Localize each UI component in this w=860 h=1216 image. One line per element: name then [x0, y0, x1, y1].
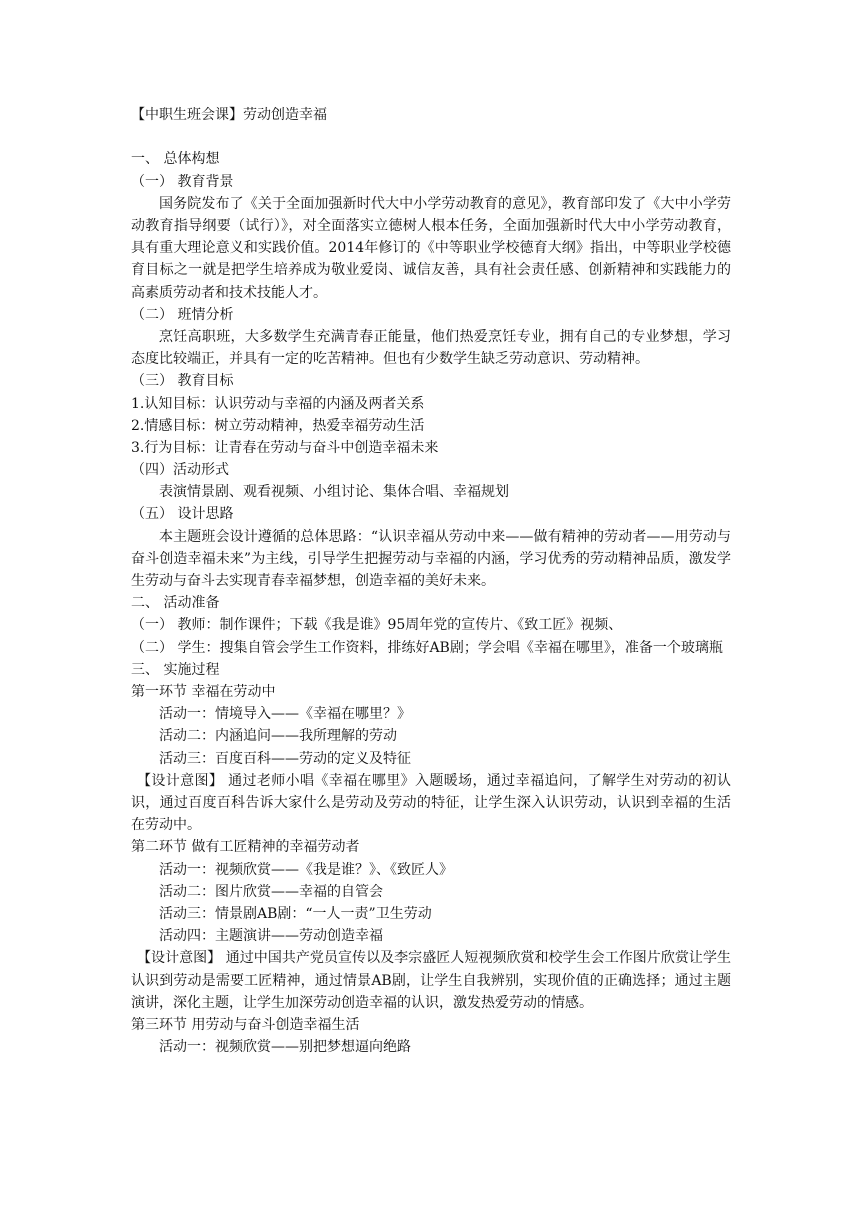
activity-item: 活动一：视频欣赏——别把梦想逼向绝路 — [159, 1039, 411, 1056]
document-title: 【中职生班会课】劳动创造幸福 — [131, 107, 327, 123]
activity-item: 活动一：情境导入——《幸福在哪里？》 — [159, 706, 411, 723]
subsection-heading: （三） 教育目标 — [131, 373, 234, 390]
document-body — [131, 104, 731, 1058]
design-intent: 【设计意图】 通过中国共产党员宣传以及李宗盛匠人短视频欣赏和校学生会工作图片欣赏让学生认识到劳动是需要工匠精神，通过情景AB剧，让学生自我辨别，实现价值的正确选择；通过主题演讲，深化主题，让学生加深劳动创造幸福的认识，激发热爱劳动的情感。 — [131, 950, 731, 1011]
goal-item: 3.行为目标：让青春在劳动与奋斗中创造幸福未来 — [131, 439, 439, 456]
activity-item: 活动三：百度百科——劳动的定义及特征 — [159, 750, 411, 767]
subsection-heading: （五） 设计思路 — [131, 506, 234, 523]
stage-heading: 第二环节 做有工匠精神的幸福劳动者 — [131, 839, 360, 856]
stage-heading: 第三环节 用劳动与奋斗创造幸福生活 — [131, 1016, 360, 1033]
subsection-heading: （四）活动形式 — [131, 462, 229, 479]
activity-item: 活动四：主题演讲——劳动创造幸福 — [159, 928, 383, 945]
goal-item: 1.认知目标：认识劳动与幸福的内涵及两者关系 — [131, 395, 425, 412]
paragraph: 烹饪高职班，大多数学生充满青春正能量，他们热爱烹饪专业，拥有自己的专业梦想，学习态度比较端正，并具有一定的吃苦精神。但也有少数学生缺乏劳动意识、劳动精神。 — [131, 328, 731, 368]
prep-item: （二） 学生：搜集自管会学生工作资料，排练好AB剧；学会唱《幸福在哪里》，准备一个玻璃瓶 — [131, 639, 723, 656]
section-heading: 一、 总体构想 — [131, 151, 220, 168]
subsection-heading: （一） 教育背景 — [131, 173, 234, 190]
paragraph: 表演情景剧、观看视频、小组讨论、集体合唱、幸福规划 — [159, 484, 509, 501]
section-heading: 三、 实施过程 — [131, 661, 220, 678]
goal-item: 2.情感目标：树立劳动精神，热爱幸福劳动生活 — [131, 417, 425, 434]
paragraph: 国务院发布了《关于全面加强新时代大中小学劳动教育的意见》，教育部印发了《大中小学劳动教育指导纲要（试行）》，对全面落实立德树人根本任务，全面加强新时代大中小学劳动教育，具有重大理论意义和实践价值。2014年修订的《中等职业学校德育大纲》指出，中等职业学校德育目标之一就是把学生培养成为敬业爱岗、诚信友善，具有社会责任感、创新精神和实践能力的高素质劳动者和技术技能人才。 — [131, 195, 731, 301]
design-intent: 【设计意图】 通过老师小唱《幸福在哪里》入题暖场，通过幸福追问，了解学生对劳动的初认识，通过百度百科告诉大家什么是劳动及劳动的特征，让学生深入认识劳动，认识到幸福的生活在劳动中。 — [131, 772, 731, 834]
subsection-heading: （二） 班情分析 — [131, 306, 234, 323]
prep-item: （一） 教师：制作课件；下载《我是谁》95周年党的宣传片、《致工匠》视频、 — [131, 617, 623, 634]
activity-item: 活动一：视频欣赏——《我是谁？》、《致匠人》 — [159, 861, 453, 878]
stage-heading: 第一环节 幸福在劳动中 — [131, 684, 276, 701]
activity-item: 活动二：图片欣赏——幸福的自管会 — [159, 883, 383, 900]
paragraph: 本主题班会设计遵循的总体思路：“认识幸福从劳动中来——做有精神的劳动者——用劳动与奋斗创造幸福未来”为主线，引导学生把握劳动与幸福的内涵，学习优秀的劳动精神品质，激发学生劳动与奋斗去实现青春幸福梦想，创造幸福的美好未来。 — [131, 528, 731, 590]
activity-item: 活动二：内涵追问——我所理解的劳动 — [159, 728, 397, 745]
activity-item: 活动三：情景剧AB剧：“一人一责”卫生劳动 — [159, 905, 432, 922]
blank-line — [131, 126, 731, 148]
section-heading: 二、 活动准备 — [131, 595, 220, 612]
